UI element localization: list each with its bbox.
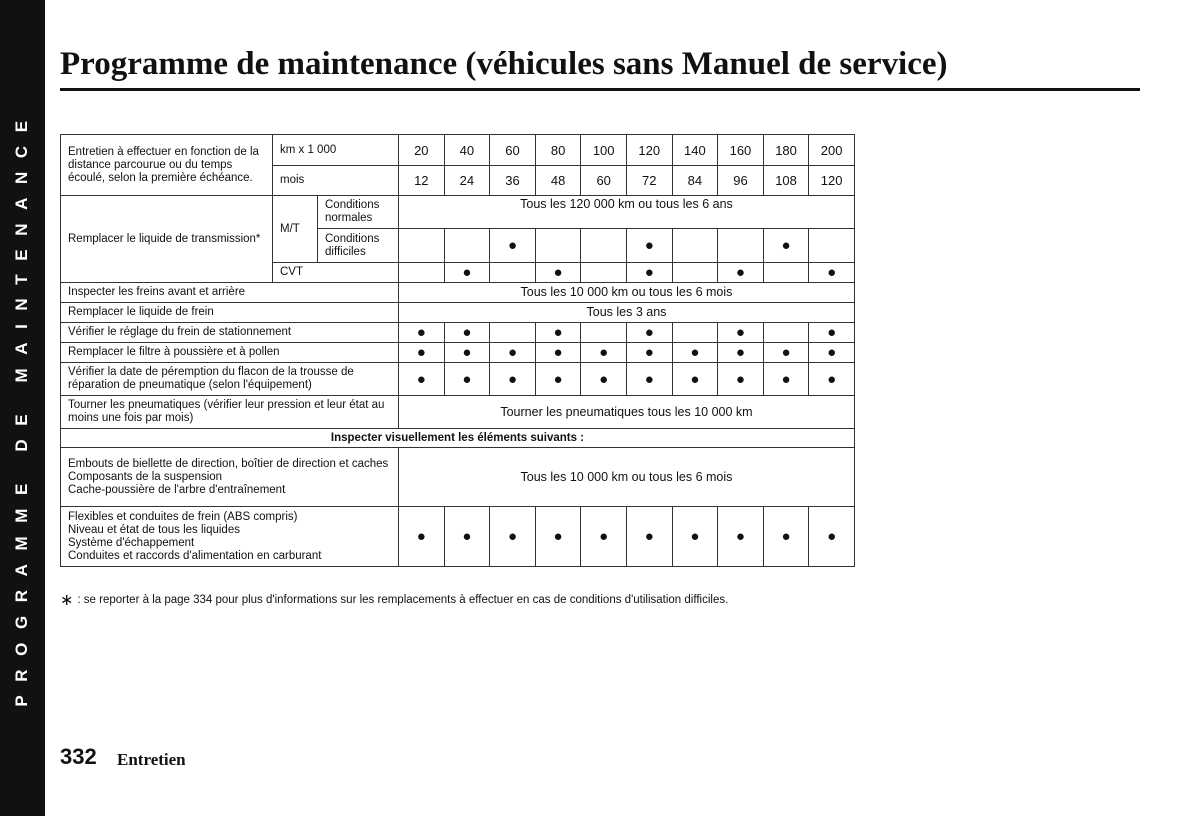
schedule-dot: ● <box>644 237 654 254</box>
km-value: 180 <box>763 135 809 166</box>
schedule-dot: ● <box>781 370 791 388</box>
dot-cell <box>444 507 490 567</box>
dot-cell <box>444 323 490 343</box>
dot-cell <box>672 263 718 283</box>
mois-value: 108 <box>763 166 809 196</box>
dot-cell <box>535 323 581 343</box>
table-row-pneus <box>61 396 855 429</box>
schedule-dot: ● <box>462 264 472 281</box>
mois-value: 36 <box>490 166 536 196</box>
group1-line: Composants de la suspension <box>68 470 223 483</box>
dot-cell <box>809 263 855 283</box>
dot-cell <box>809 363 855 396</box>
schedule-dot: ● <box>827 528 837 545</box>
dot-cell <box>490 263 536 283</box>
transmission-label: Remplacer le liquide de transmission* <box>61 196 273 283</box>
schedule-dot: ● <box>416 528 426 545</box>
schedule-dot: ● <box>827 324 837 341</box>
mois-value: 60 <box>581 166 627 196</box>
conditions-difficiles-label: Conditions difficiles <box>318 229 399 263</box>
freins-interval: Tous les 10 000 km ou tous les 6 mois <box>399 283 855 303</box>
dot-cell <box>672 343 718 363</box>
km-value: 40 <box>444 135 490 166</box>
group2-label <box>61 507 399 567</box>
table-row-peremption <box>61 363 855 396</box>
dot-cell <box>399 507 445 567</box>
dot-cell <box>626 323 672 343</box>
dot-cell <box>399 263 445 283</box>
group2-line: Flexibles et conduites de frein (ABS compris) <box>68 510 298 523</box>
schedule-dot: ● <box>507 370 518 388</box>
mois-value: 48 <box>535 166 581 196</box>
dot-cell <box>718 323 764 343</box>
table-row-group2 <box>61 507 855 567</box>
dot-cell <box>535 263 581 283</box>
schedule-dot: ● <box>644 370 654 388</box>
dot-cell <box>763 229 809 263</box>
schedule-dot: ● <box>507 344 518 361</box>
km-value: 20 <box>399 135 445 166</box>
sidebar-tab <box>0 0 45 816</box>
schedule-dot: ● <box>690 344 700 361</box>
schedule-dot: ● <box>462 528 472 545</box>
km-unit-label: km x 1 000 <box>273 135 399 166</box>
dot-cell <box>581 507 627 567</box>
schedule-dot: ● <box>690 370 700 388</box>
schedule-dot: ● <box>507 528 518 545</box>
dot-cell <box>809 507 855 567</box>
dot-cell <box>490 507 536 567</box>
dot-cell <box>763 263 809 283</box>
inspect-header: Inspecter visuellement les éléments suivants : <box>61 429 855 448</box>
page-title: Programme de maintenance (véhicules sans Manuel de service) <box>60 46 948 82</box>
group1-label <box>61 448 399 507</box>
dot-cell <box>718 343 764 363</box>
dot-cell <box>718 507 764 567</box>
schedule-dot: ● <box>416 344 426 361</box>
mois-unit-label: mois <box>273 166 399 196</box>
dot-cell <box>763 323 809 343</box>
dot-cell <box>672 229 718 263</box>
schedule-dot: ● <box>507 237 518 254</box>
mois-value: 72 <box>626 166 672 196</box>
dot-cell <box>535 343 581 363</box>
schedule-dot: ● <box>690 528 700 545</box>
schedule-dot: ● <box>644 324 654 341</box>
schedule-dot: ● <box>416 324 426 341</box>
mois-value: 96 <box>718 166 764 196</box>
km-value: 80 <box>535 135 581 166</box>
dot-cell <box>626 229 672 263</box>
cvt-label: CVT <box>273 263 399 283</box>
group1-interval: Tous les 10 000 km ou tous les 6 mois <box>399 448 855 507</box>
dot-cell <box>672 363 718 396</box>
km-value: 120 <box>626 135 672 166</box>
schedule-dot: ● <box>599 344 609 361</box>
group2-line: Conduites et raccords d'alimentation en carburant <box>68 549 322 562</box>
schedule-dot: ● <box>553 528 563 545</box>
dot-cell <box>490 343 536 363</box>
dot-cell <box>763 363 809 396</box>
dot-cell <box>399 363 445 396</box>
dot-cell <box>399 229 445 263</box>
km-value: 200 <box>809 135 855 166</box>
footnote-asterisk: ∗ <box>60 592 74 609</box>
schedule-dot: ● <box>735 324 745 341</box>
km-value: 140 <box>672 135 718 166</box>
mois-value: 24 <box>444 166 490 196</box>
dot-cell <box>535 229 581 263</box>
table-row-transmission-normales <box>61 196 855 229</box>
filtre-label: Remplacer le filtre à poussière et à pollen <box>61 343 399 363</box>
schedule-dot: ● <box>827 264 837 281</box>
dot-cell <box>581 263 627 283</box>
dot-cell <box>718 363 764 396</box>
dot-cell <box>444 363 490 396</box>
schedule-dot: ● <box>553 264 563 281</box>
group2-line: Niveau et état de tous les liquides <box>68 523 240 536</box>
conditions-normales-interval: Tous les 120 000 km ou tous les 6 ans <box>399 196 855 229</box>
table-row-liquide-frein <box>61 303 855 323</box>
group1-line: Cache-poussière de l'arbre d'entraînement <box>68 483 286 496</box>
schedule-dot: ● <box>735 264 745 281</box>
km-value: 60 <box>490 135 536 166</box>
table-row-group1 <box>61 448 855 507</box>
dot-cell <box>809 343 855 363</box>
peremption-label: Vérifier la date de péremption du flacon de la trousse de réparation de pneumatique (selon l'équipement) <box>61 363 399 396</box>
schedule-dot: ● <box>735 344 745 361</box>
dot-cell <box>626 263 672 283</box>
mois-value: 84 <box>672 166 718 196</box>
liquide-frein-label: Remplacer le liquide de frein <box>61 303 399 323</box>
conditions-normales-label: Conditions normales <box>318 196 399 229</box>
schedule-dot: ● <box>781 528 791 545</box>
dot-cell <box>809 229 855 263</box>
dot-cell <box>672 323 718 343</box>
schedule-intro-cell: Entretien à effectuer en fonction de la distance parcourue ou du temps écoulé, selon la première échéance. <box>61 135 273 196</box>
pneus-label: Tourner les pneumatiques (vérifier leur pression et leur état au moins une fois par mois) <box>61 396 399 429</box>
dot-cell <box>763 507 809 567</box>
km-value: 100 <box>581 135 627 166</box>
pneus-interval: Tourner les pneumatiques tous les 10 000 km <box>399 396 855 429</box>
dot-cell <box>581 363 627 396</box>
schedule-dot: ● <box>462 324 472 341</box>
dot-cell <box>490 323 536 343</box>
dot-cell <box>490 363 536 396</box>
table-row-freins <box>61 283 855 303</box>
mois-value: 120 <box>809 166 855 196</box>
frein-stationnement-label: Vérifier le réglage du frein de stationnement <box>61 323 399 343</box>
schedule-dot: ● <box>781 237 791 254</box>
schedule-dot: ● <box>462 344 472 361</box>
page-section-name: Entretien <box>117 750 186 769</box>
schedule-dot: ● <box>644 344 654 361</box>
schedule-dot: ● <box>735 528 745 545</box>
dot-cell <box>490 229 536 263</box>
dot-cell <box>535 363 581 396</box>
table-row-filtre <box>61 343 855 363</box>
dot-cell <box>444 229 490 263</box>
dot-cell <box>718 263 764 283</box>
dot-cell <box>581 229 627 263</box>
freins-label: Inspecter les freins avant et arrière <box>61 283 399 303</box>
mois-value: 12 <box>399 166 445 196</box>
dot-cell <box>626 507 672 567</box>
schedule-dot: ● <box>644 528 654 545</box>
schedule-dot: ● <box>781 344 791 361</box>
title-divider <box>60 88 1140 91</box>
dot-cell <box>809 323 855 343</box>
group2-line: Système d'échappement <box>68 536 195 549</box>
schedule-dot: ● <box>599 528 609 545</box>
footnote-text: : se reporter à la page 334 pour plus d'informations sur les remplacements à effectuer en cas de conditions d'utilisation difficiles. <box>77 594 729 606</box>
footnote <box>60 590 728 610</box>
table-row-inspect-header <box>61 429 855 448</box>
group1-line: Embouts de biellette de direction, boîtier de direction et caches <box>68 457 389 470</box>
dot-cell <box>626 363 672 396</box>
dot-cell <box>581 343 627 363</box>
schedule-dot: ● <box>827 370 837 388</box>
schedule-dot: ● <box>827 344 837 361</box>
mt-label: M/T <box>273 196 318 263</box>
dot-cell <box>763 343 809 363</box>
dot-cell <box>626 343 672 363</box>
schedule-dot: ● <box>553 324 563 341</box>
page-number: 332 <box>60 744 97 769</box>
dot-cell <box>399 323 445 343</box>
km-value: 160 <box>718 135 764 166</box>
dot-cell <box>581 323 627 343</box>
dot-cell <box>672 507 718 567</box>
sidebar-section-label: PROGRAMME DE MAINTENANCE <box>12 107 31 707</box>
table-row-frein-stationnement <box>61 323 855 343</box>
dot-cell <box>718 229 764 263</box>
schedule-dot: ● <box>462 370 472 388</box>
schedule-dot: ● <box>644 264 654 281</box>
schedule-dot: ● <box>416 370 426 388</box>
table-row-km <box>61 135 855 166</box>
liquide-frein-interval: Tous les 3 ans <box>399 303 855 323</box>
maintenance-schedule-table <box>60 134 855 567</box>
dot-cell <box>399 343 445 363</box>
schedule-dot: ● <box>599 370 609 388</box>
schedule-dot: ● <box>553 344 563 361</box>
schedule-dot: ● <box>735 370 745 388</box>
dot-cell <box>444 263 490 283</box>
dot-cell <box>444 343 490 363</box>
schedule-dot: ● <box>553 370 563 388</box>
dot-cell <box>535 507 581 567</box>
